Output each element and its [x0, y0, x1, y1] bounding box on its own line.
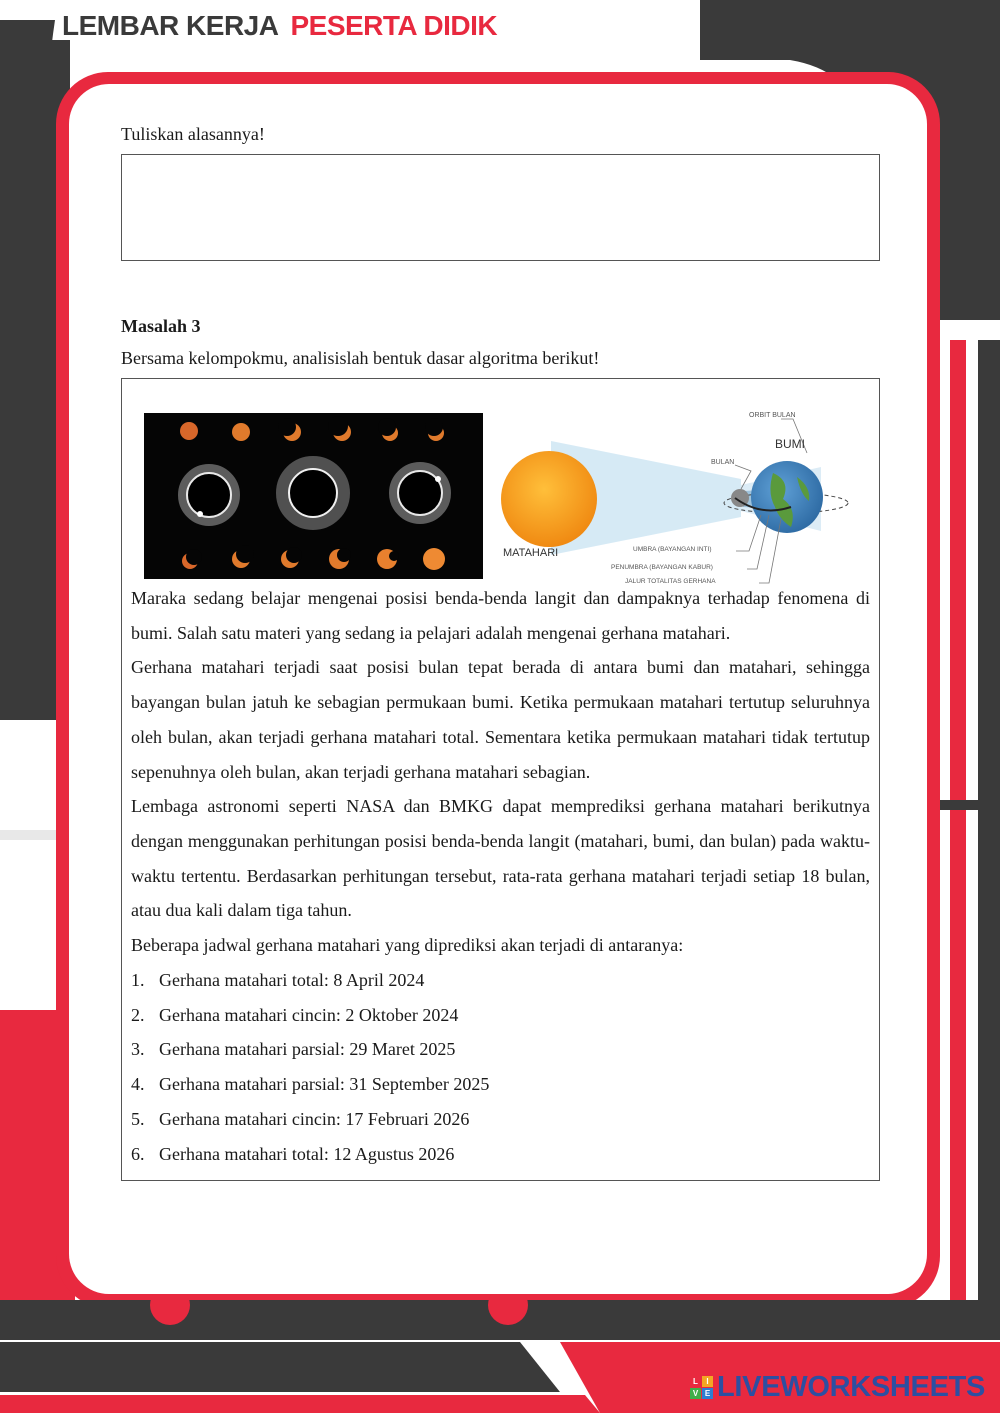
sun-label: MATAHARI [503, 547, 559, 559]
list-item: 4. Gerhana matahari parsial: 31 September 2025 [131, 1074, 490, 1095]
eclipse-diagram [491, 407, 871, 585]
list-item: 6. Gerhana matahari total: 12 Agustus 2026 [131, 1143, 455, 1164]
penumbra-label: PENUMBRA (BAYANGAN KABUR) [611, 564, 713, 571]
path-label: JALUR TOTALITAS GERHANA [625, 578, 716, 585]
brand-name: LIVEWORKSHEETS [717, 1371, 986, 1403]
masalah-title: Masalah 3 [121, 316, 201, 336]
question-prompt: Tuliskan alasannya! [121, 124, 265, 144]
list-item: 1. Gerhana matahari total: 8 April 2024 [131, 969, 425, 990]
orbit-label: ORBIT BULAN [749, 412, 796, 419]
worksheet-header-title [62, 10, 497, 42]
list-item: 5. Gerhana matahari cincin: 17 Februari 2026 [131, 1108, 470, 1129]
paragraph-prediction: Lembaga astronomi seperti NASA dan BMKG dapat memprediksi gerhana matahari berikutnya dengan menggunakan perhitungan posisi benda-benda langit (matahari, bumi, dan bulan) pada waktu-waktu tertentu. Berdasarkan perhitungan tersebut, rata-rata gerhana matahari terjadi setiap 18 bulan, atau dua kali dalam tiga tahun. [131, 796, 870, 921]
masalah-description: Bersama kelompokmu, analisislah bentuk dasar algoritma berikut! [121, 348, 600, 368]
header-title-part2: PESERTA DIDIK [290, 10, 498, 41]
eclipse-photo [144, 413, 483, 579]
liveworksheets-logo [690, 1371, 985, 1404]
worksheet-content [121, 118, 880, 1181]
header-title-part1: LEMBAR KERJA [62, 10, 279, 41]
paragraph-schedule-intro: Beberapa jadwal gerhana matahari yang diprediksi akan terjadi di antaranya: [131, 935, 684, 956]
figures-row [131, 412, 870, 585]
paragraph-intro: Maraka sedang belajar mengenai posisi benda-benda langit dan dampaknya terhadap fenomena di bumi. Salah satu materi yang sedang ia pelajari adalah mengenai gerhana matahari. [131, 588, 870, 643]
paragraph-explanation: Gerhana matahari terjadi saat posisi bulan tepat berada di antara bumi dan matahari, sehingga bayangan bulan jatuh ke sebagian permukaan bumi. Ketika permukaan matahari tertutup seluruhnya oleh bulan, akan terjadi gerhana matahari total. Sementara ketika permukaan matahari tidak tertutup sepenuhnya oleh bulan, akan terjadi gerhana matahari sebagian. [131, 657, 870, 782]
problem-box [121, 378, 880, 1181]
umbra-label: UMBRA (BAYANGAN INTI) [633, 546, 712, 553]
logo-mark-icon: L I V E [690, 1376, 713, 1399]
moon-label: BULAN [711, 459, 735, 466]
eclipse-schedule-list [131, 963, 870, 1172]
earth-label: BUMI [775, 437, 805, 451]
list-item: 3. Gerhana matahari parsial: 29 Maret 2025 [131, 1039, 456, 1060]
list-item: 2. Gerhana matahari cincin: 2 Oktober 2024 [131, 1004, 459, 1025]
answer-textbox[interactable] [121, 154, 880, 261]
